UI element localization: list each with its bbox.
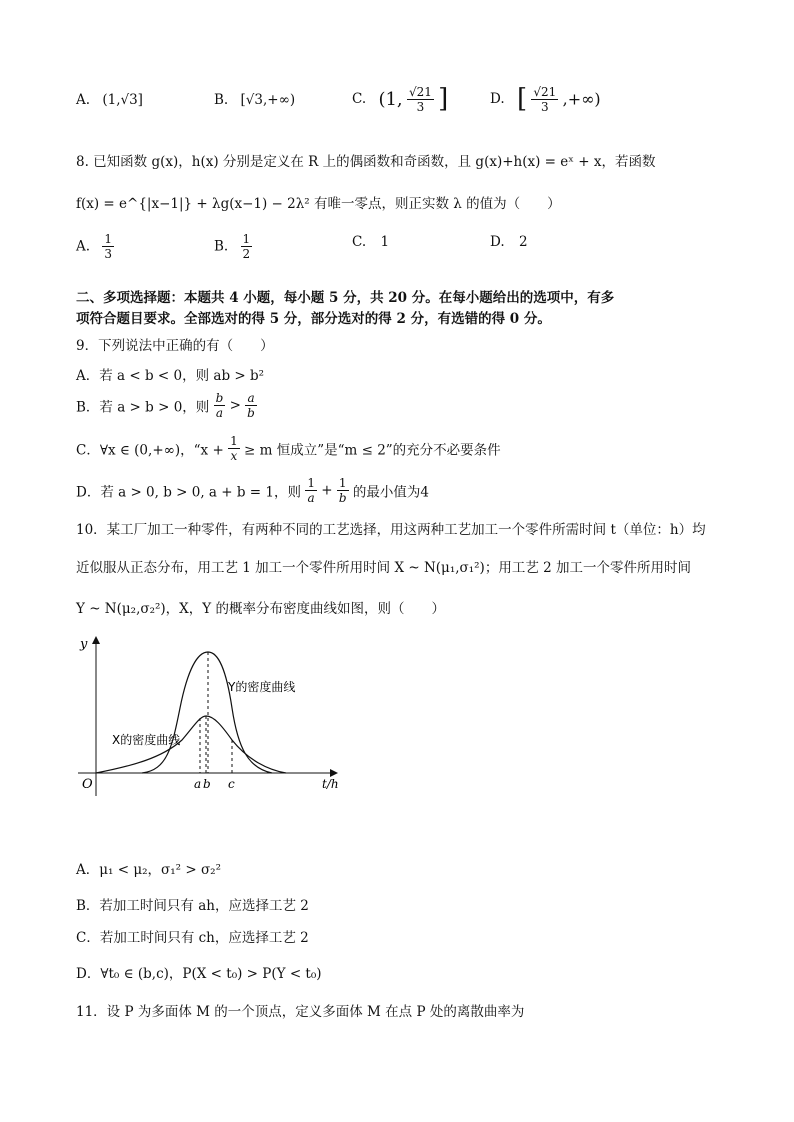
y-curve-label: Y的密度曲线 (228, 680, 296, 694)
q9-option-b: B．若 a > b > 0，则 $\frac{b}{a}$ > $\frac{a}{b}$ (76, 391, 255, 420)
origin-label: O (82, 777, 93, 792)
q7-option-c-fraction: $\frac{√21}{3}$ (408, 84, 432, 114)
q8-option-c: C. 1 (352, 234, 390, 250)
q8-option-d: D. 2 (490, 234, 528, 250)
q7-option-d-fraction: $\frac{√21}{3}$ (533, 84, 557, 114)
q7-option-c-right: ] (438, 84, 449, 114)
q7-option-c (352, 84, 448, 114)
q7-option-b-label: B. (214, 92, 229, 108)
q7-option-b (214, 92, 295, 108)
q9-stem: 9．下列说法中正确的有（ ） (76, 338, 274, 354)
q10-option-d: D．∀t₀ ∈ (b,c)，P(X < t₀) > P(Y < t₀) (76, 966, 322, 982)
q10-option-c: C．若加工时间只有 ch，应选择工艺 2 (76, 930, 309, 946)
q10-option-b: B．若加工时间只有 ah，应选择工艺 2 (76, 898, 309, 914)
q10-option-a: A．μ₁ < μ₂，σ₁² > σ₂² (76, 862, 221, 878)
q7-option-a (76, 92, 143, 108)
section2-heading-line1: 二、多项选择题：本题共 4 小题，每小题 5 分，共 20 分。在每小题给出的选项中，有多 (76, 290, 615, 306)
q10-stem-line3: Y ~ N(μ₂,σ₂²)，X，Y 的概率分布密度曲线如图，则（ ） (76, 601, 445, 617)
q7-option-d (490, 84, 601, 114)
tick-label-a: a (194, 777, 202, 791)
x-axis-label: t/h (322, 777, 339, 791)
tick-label-b: b (203, 777, 211, 791)
q9-option-c: C．∀x ∈ (0,+∞)，“x + $\frac{1}{x}$ ≥ m 恒成立”是“m ≤ 2”的充分不必要条件 (76, 434, 501, 463)
q9-option-a: A．若 a < b < 0，则 ab > b² (76, 368, 265, 384)
q8-option-b-fraction: $\frac{1}{2}$ (242, 232, 251, 261)
x-curve-label: X的密度曲线 (112, 733, 181, 747)
q10-stem-line1: 10．某工厂加工一种零件，有两种不同的工艺选择，用这两种工艺加工一个零件所需时间 t（单位：h）均 (76, 522, 706, 538)
q8-option-a: A. $\frac{1}{3}$ (76, 232, 112, 261)
section2-heading-line2: 项符合题目要求。全部选对的得 5 分，部分选对的得 2 分，有选错的得 0 分。 (76, 311, 551, 327)
q8-option-a-fraction: $\frac{1}{3}$ (104, 232, 112, 261)
q7-option-b-expr: [√3,+∞) (240, 92, 296, 108)
q7-option-d-left: [ (516, 84, 528, 114)
q8-stem-line2: f(x) = e^{|x−1|} + λg(x−1) − 2λ² 有唯一零点，则正实数 λ 的值为（ ） (76, 196, 561, 212)
q7-option-a-label: A. (76, 92, 91, 108)
tick-label-c: c (228, 777, 235, 791)
q10-stem-line2: 近似服从正态分布，用工艺 1 加工一个零件所用时间 X ~ N(μ₁,σ₁²)；用工艺 2 加工一个零件所用时间 (76, 560, 692, 576)
q8-option-b: B. $\frac{1}{2}$ (214, 232, 251, 261)
q7-option-c-left: (1, (378, 88, 403, 110)
q11-stem: 11．设 P 为多面体 M 的一个顶点，定义多面体 M 在点 P 处的离散曲率为 (76, 1004, 525, 1020)
q10-density-graph (72, 628, 372, 798)
y-axis-arrow-icon (92, 636, 100, 644)
x-axis-arrow-icon (330, 769, 338, 777)
q7-option-c-label: C. (352, 91, 367, 107)
q7-option-d-right: ,+∞) (562, 89, 601, 109)
q7-option-d-label: D. (490, 91, 505, 107)
q8-stem-line1: 8. 已知函数 g(x)，h(x) 分别是定义在 R 上的偶函数和奇函数，且 g(x)+h(x) = eˣ + x，若函数 (76, 154, 656, 170)
y-axis-label: y (80, 637, 88, 652)
q7-option-a-expr: (1,√3] (102, 92, 143, 108)
q9-option-d: D．若 a > 0, b > 0, a + b = 1，则 $\frac{1}{a}$ + $\frac{1}{b}$ 的最小值为4 (76, 476, 429, 505)
y-density-curve (142, 652, 272, 773)
